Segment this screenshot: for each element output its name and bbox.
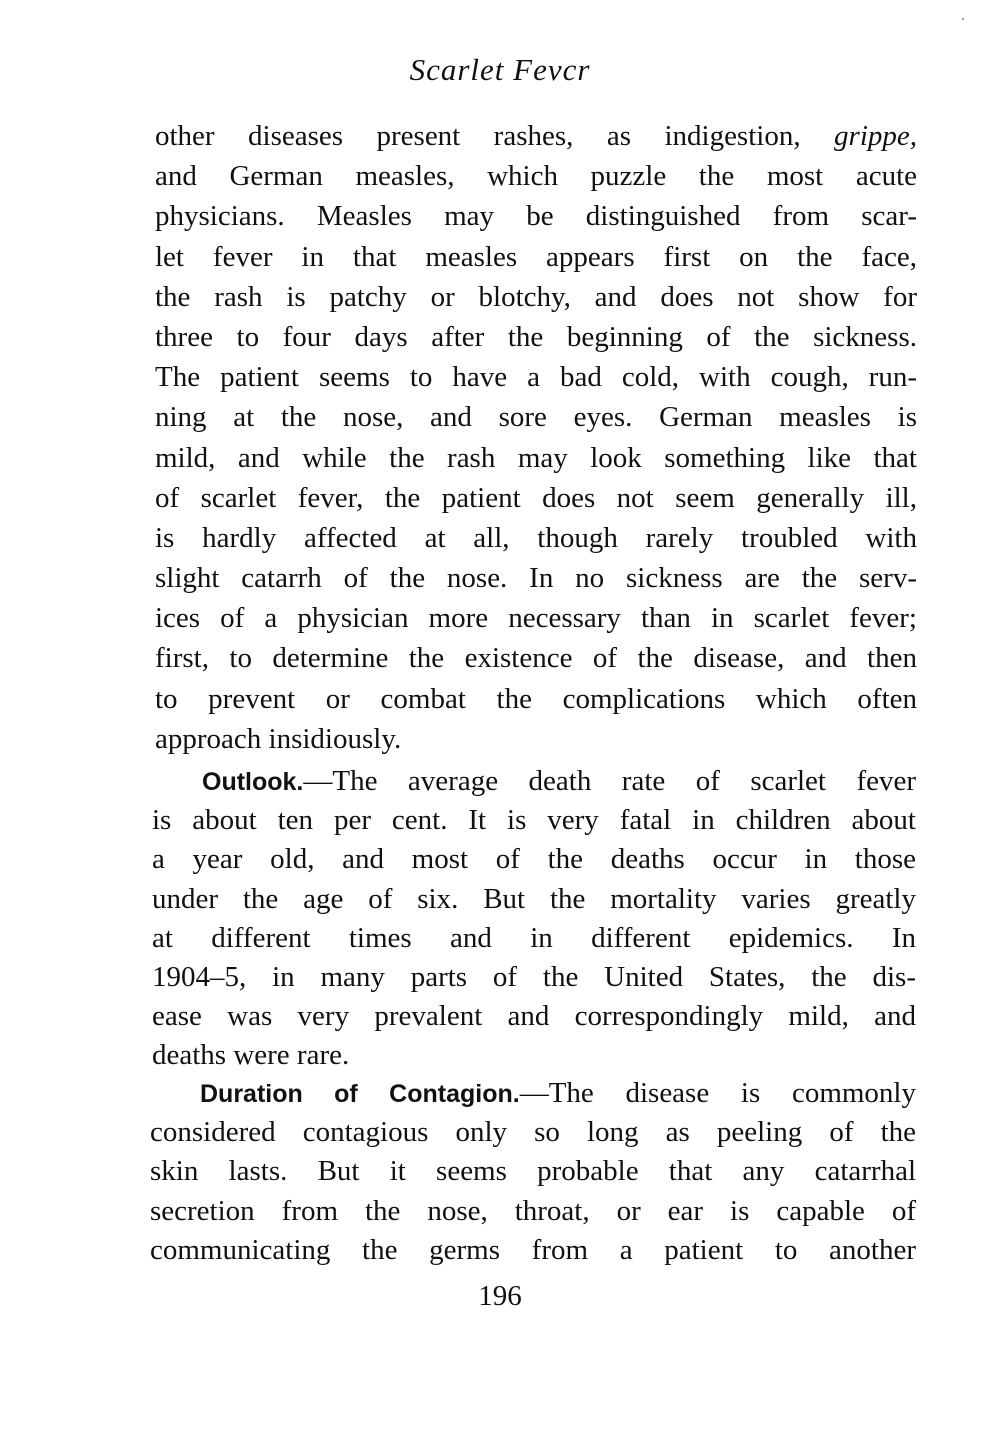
text-line: of scarlet fever, the patient does not seem generally ill, <box>155 481 917 514</box>
text-line: communicating the germs from a patient to another <box>150 1233 916 1266</box>
text-line: slight catarrh of the nose. In no sickness are the serv- <box>155 562 917 595</box>
text-line: three to four days after the beginning of the sickness. <box>155 320 917 353</box>
text-line: ices of a physician more necessary than in scarlet fever; <box>155 602 917 635</box>
text-line: approach insidiously. <box>155 722 402 755</box>
paragraph-rashes <box>155 116 917 759</box>
text-line: first, to determine the existence of the disease, and then <box>155 642 917 675</box>
scan-speck <box>962 18 964 20</box>
text-line: ning at the nose, and sore eyes. German measles is <box>155 401 917 434</box>
section-duration-of-contagion <box>150 1074 916 1270</box>
text-line: ease was very prevalent and correspondingly mild, and <box>152 1000 916 1033</box>
italic-term: grippe, <box>834 120 917 152</box>
section-heading: Outlook. <box>202 768 304 796</box>
section-outlook <box>152 762 916 1076</box>
text-line: is about ten per cent. It is very fatal in children about <box>152 804 916 837</box>
text-line: and German measles, which puzzle the most acute <box>155 160 917 193</box>
text-line: 1904–5, in many parts of the United States, the dis- <box>152 960 916 993</box>
text-line: at different times and in different epidemics. In <box>152 921 916 954</box>
text-line: is hardly affected at all, though rarely troubled with <box>155 521 917 554</box>
text-line: skin lasts. But it seems probable that any catarrhal <box>150 1155 916 1188</box>
text-line: The patient seems to have a bad cold, with cough, run- <box>155 361 917 394</box>
text-line: secretion from the nose, throat, or ear is capable of <box>150 1194 916 1227</box>
text-line: a year old, and most of the deaths occur in those <box>152 843 916 876</box>
text-line: other diseases present rashes, as indigestion, grippe, <box>155 120 917 152</box>
section-heading: Duration of Contagion. <box>200 1080 520 1108</box>
text-line: to prevent or combat the complications which often <box>155 682 917 715</box>
text-line: the rash is patchy or blotchy, and does not show for <box>155 280 917 313</box>
text-line: deaths were rare. <box>152 1039 350 1072</box>
text-line: considered contagious only so long as peeling of the <box>150 1116 916 1149</box>
text-line: Outlook.—The average death rate of scarlet fever <box>202 765 916 797</box>
text-line: let fever in that measles appears first on the face, <box>155 240 917 273</box>
page-number: 196 <box>478 1280 522 1312</box>
text-line: mild, and while the rash may look something like that <box>155 441 917 474</box>
text-line: physicians. Measles may be distinguished from scar- <box>155 200 917 233</box>
text-line: under the age of six. But the mortality varies greatly <box>152 882 916 915</box>
running-head: Scarlet Fevcr <box>409 52 591 87</box>
text-line: Duration of Contagion.—The disease is commonly <box>200 1077 916 1109</box>
